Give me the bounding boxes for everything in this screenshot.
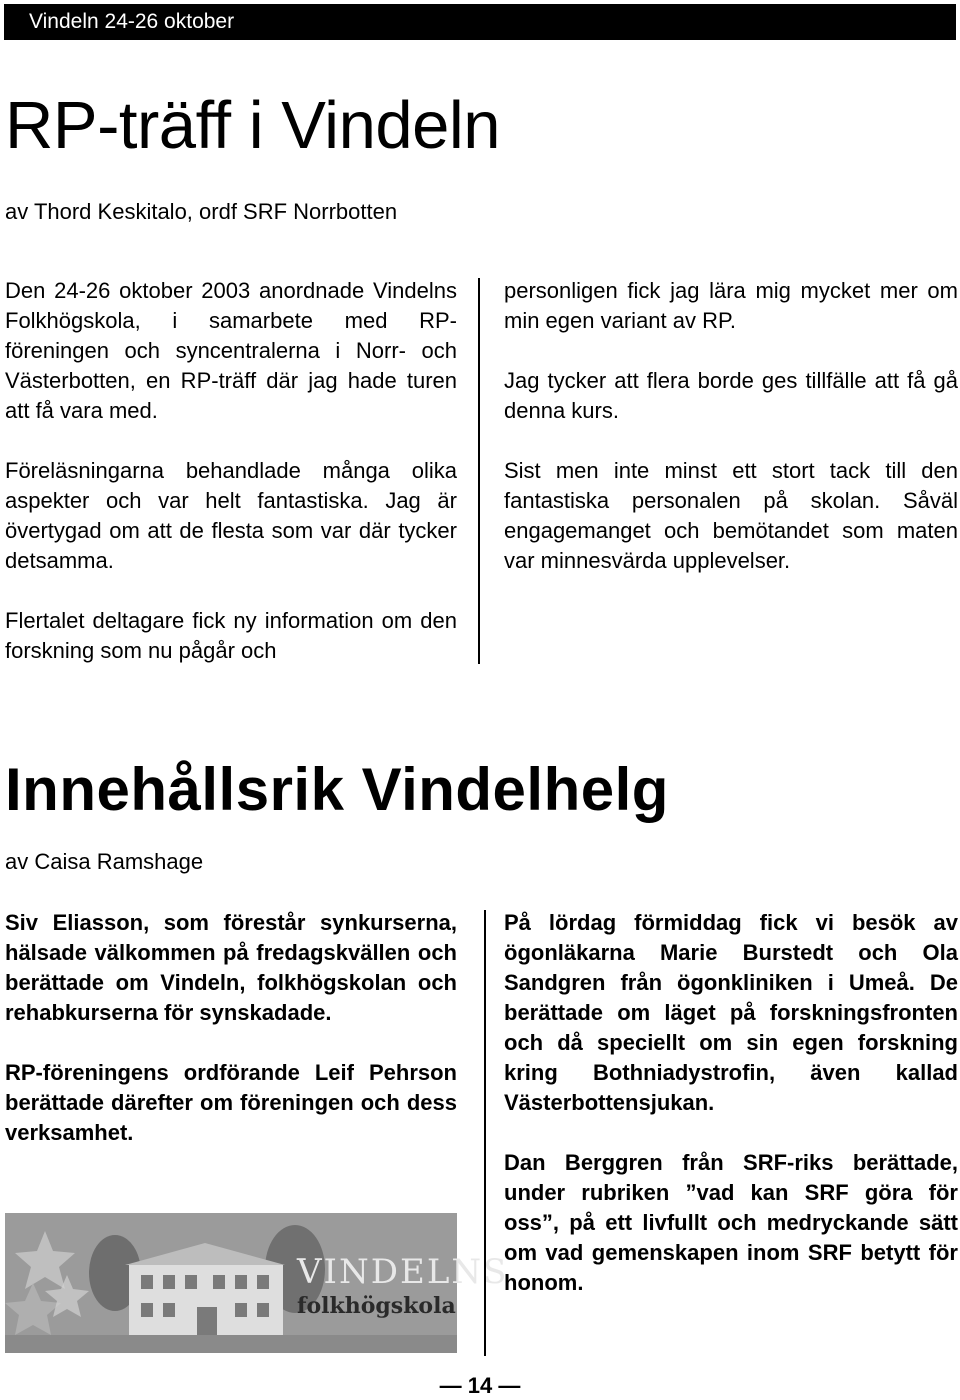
- article-column-right: [504, 908, 958, 1328]
- article-title: Innehållsrik Vindelhelg: [5, 756, 669, 823]
- logo-name: VINDELNS: [297, 1252, 509, 1292]
- article-column-left: [5, 908, 457, 1178]
- section-header-bar: [4, 4, 956, 40]
- section-header-label: Vindeln 24-26 oktober: [29, 10, 235, 33]
- school-building-photo: [5, 1213, 509, 1353]
- paragraph: Jag tycker att flera borde ges tillfälle att få gå denna kurs.: [504, 368, 958, 423]
- paragraph: Dan Berggren från SRF-riks berättade, under rubriken ”vad kan SRF göra för oss”, på ett livfullt och medryckande sätt om vad gemenskapen inom SRF betytt för honom.: [504, 1150, 958, 1295]
- paragraph: Siv Eliasson, som förestår synkurserna, hälsade välkommen på fredagskvällen och berättade om Vindeln, folkhögskolan och rehabkurserna för synskadade.: [5, 910, 457, 1025]
- logo-subtitle: folkhögskola: [297, 1293, 456, 1319]
- paragraph: Sist men inte minst ett stort tack till den fantastiska personalen på skolan. Såväl engagemanget och bemötandet som maten var minnesvärda upplevelser.: [504, 458, 958, 573]
- article-byline: av Thord Keskitalo, ordf SRF Norrbotten: [5, 199, 398, 224]
- paragraph: personligen fick jag lära mig mycket mer om min egen variant av RP.: [504, 278, 958, 333]
- column-divider: [478, 278, 480, 664]
- paragraph: Den 24-26 oktober 2003 anordnade Vindelns Folkhögskola, i samarbete med RP-föreningen och syncentralerna i Norr- och Västerbotten, en RP-träff där jag hade turen att få vara med.: [5, 278, 457, 423]
- paragraph: Flertalet deltagare fick ny information om den forskning som nu pågår och: [5, 608, 457, 663]
- article-byline: av Caisa Ramshage: [5, 849, 204, 874]
- page-number: — 14 —: [439, 1373, 521, 1398]
- article-column-right: [504, 276, 958, 606]
- paragraph: RP-föreningens ordförande Leif Pehrson berättade därefter om föreningen och dess verksamhet.: [5, 1060, 457, 1145]
- paragraph: På lördag förmiddag fick vi besök av ögonläkarna Marie Burstedt och Ola Sandgren från ögonkliniken i Umeå. De berättade om läget på forskningsfronten och då speciellt om sin egen forskning kring Bothniadystrofin, även kallad Västerbottensjukan.: [504, 910, 958, 1115]
- article-column-left: [5, 276, 457, 696]
- article-title: RP-träff i Vindeln: [5, 88, 501, 163]
- paragraph: Föreläsningarna behandlade många olika aspekter och var helt fantastiska. Jag är övertygad om att de flesta som var där tycker detsamma.: [5, 458, 457, 573]
